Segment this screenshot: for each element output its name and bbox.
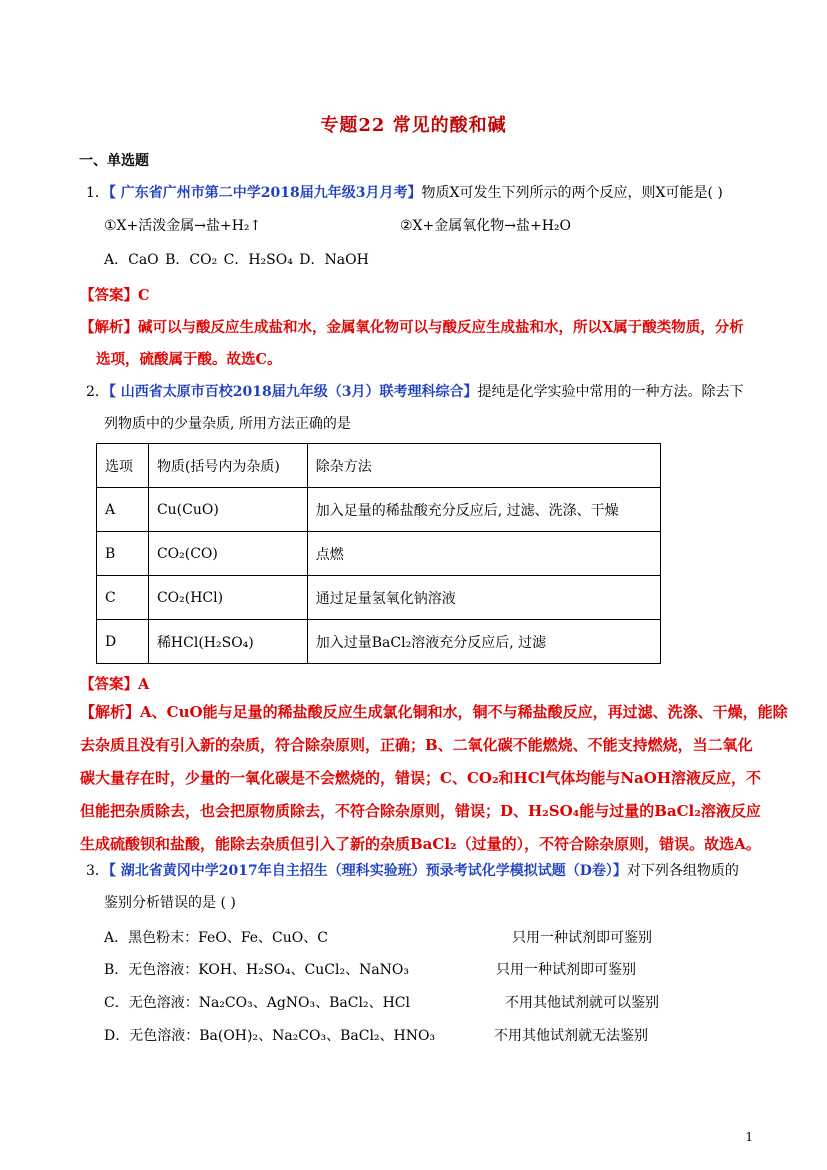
table-cell: 点燃 [307,532,660,576]
table-cell: D [97,620,149,664]
table-cell: A [97,488,149,532]
table-row [97,620,661,664]
table-cell: C [97,576,149,620]
table-cell: B [97,532,149,576]
option-b-note: 只用一种试剂即可鉴别 [496,962,636,978]
table-cell: 加入过量BaCl₂溶液充分反应后, 过滤 [307,620,660,664]
analysis-line: 【解析】A、CuO能与足量的稀盐酸反应生成氯化铜和水，铜不与稀盐酸反应，再过滤、洗涤、干燥，能除 [80,703,788,721]
question-number: 2． [86,384,109,400]
answer-value: A [138,676,150,693]
table-header: 物质(括号内为杂质) [148,444,307,488]
reaction-2: ②X+金属氧化物→盐+H₂O [400,218,572,234]
question-number: 1． [86,185,109,201]
analysis-line: 碳大量存在时，少量的一氧化碳是不会燃烧的，错误；C、CO₂和HCl气体均能与NaOH溶液反应，不 [80,769,761,787]
table-header-row [97,444,661,488]
answer-options: A．CaO B．CO₂ C．H₂SO₄ D．NaOH [104,252,369,268]
option-a-note: 只用一种试剂即可鉴别 [512,930,652,946]
table-cell: CO₂(CO) [148,532,307,576]
table-header: 选项 [97,444,149,488]
question-2 [86,383,744,401]
reaction-1: ①X+活泼金属→盐+H₂↑ [104,218,262,234]
question-1 [86,184,723,202]
option-d-note: 不用其他试剂就无法鉴别 [494,1028,648,1044]
question-3 [86,862,739,880]
analysis-line: 但能把杂质除去，也会把原物质除去，不符合除杂原则，错误；D、H₂SO₄能与过量的BaCl₂溶液反应 [80,802,761,820]
option-c: C．无色溶液：Na₂CO₃、AgNO₃、BaCl₂、HCl [104,995,410,1011]
question-stem-cont: 列物质中的少量杂质, 所用方法正确的是 [104,416,351,432]
answer-label: 【答案】 [80,287,138,304]
question-number: 3． [86,863,109,879]
table-cell: Cu(CuO) [148,488,307,532]
option-c-note: 不用其他试剂就可以鉴别 [505,995,659,1011]
question-source: 【 山西省太原市百校2018届九年级（3月）联考理科综合】 [108,384,478,400]
section-heading: 一、单选题 [79,153,149,169]
analysis-label: 【解析】 [80,703,141,721]
table-cell: CO₂(HCl) [148,576,307,620]
analysis-line: 去杂质且没有引入新的杂质，符合除杂原则，正确；B、二氧化碳不能燃烧、不能支持燃烧，当二氧化 [80,736,753,754]
question-stem-cont: 鉴别分析错误的是 ( ) [104,895,236,911]
analysis-line: 【解析】碱可以与酸反应生成盐和水，金属氧化物可以与酸反应生成盐和水，所以X属于酸类物质，分析 [80,319,744,336]
analysis-line: 生成硫酸钡和盐酸，能除去杂质但引入了新的杂质BaCl₂（过量的），不符合除杂原则，错误。故选A。 [80,835,761,853]
option-d: D．无色溶液：Ba(OH)₂、Na₂CO₃、BaCl₂、HNO₃ [104,1028,436,1044]
table-row [97,488,661,532]
table-row [97,532,661,576]
purification-table [96,443,661,664]
question-stem: 对下列各组物质的 [626,863,739,879]
question-stem: 提纯是化学实验中常用的一种方法。除去下 [477,384,744,400]
option-b: B．无色溶液：KOH、H₂SO₄、CuCl₂、NaNO₃ [104,962,410,978]
question-stem: 物质X可发生下列所示的两个反应，则X可能是( ) [421,185,723,201]
question-source: 【 广东省广州市第二中学2018届九年级3月月考】 [108,185,422,201]
option-a: A．黑色粉末：FeO、Fe、CuO、C [104,930,328,946]
table-cell: 稀HCl(H₂SO₄) [148,620,307,664]
table-header: 除杂方法 [307,444,660,488]
analysis-line: 选项，硫酸属于酸。故选C。 [96,351,282,368]
table-cell: 通过足量氢氧化钠溶液 [307,576,660,620]
table-cell: 加入足量的稀盐酸充分反应后, 过滤、洗涤、干燥 [307,488,660,532]
page-number: 1 [745,1130,753,1144]
analysis-label: 【解析】 [80,319,138,336]
table-row [97,576,661,620]
answer-label: 【答案】 [80,676,138,693]
question-source: 【 湖北省黄冈中学2017年自主招生（理科实验班）预录考试化学模拟试题（D卷）】 [108,863,627,879]
answer-block [80,673,149,694]
page-title: 专题22 常见的酸和碱 [320,115,507,136]
answer-block [80,284,150,305]
answer-value: C [138,287,150,304]
